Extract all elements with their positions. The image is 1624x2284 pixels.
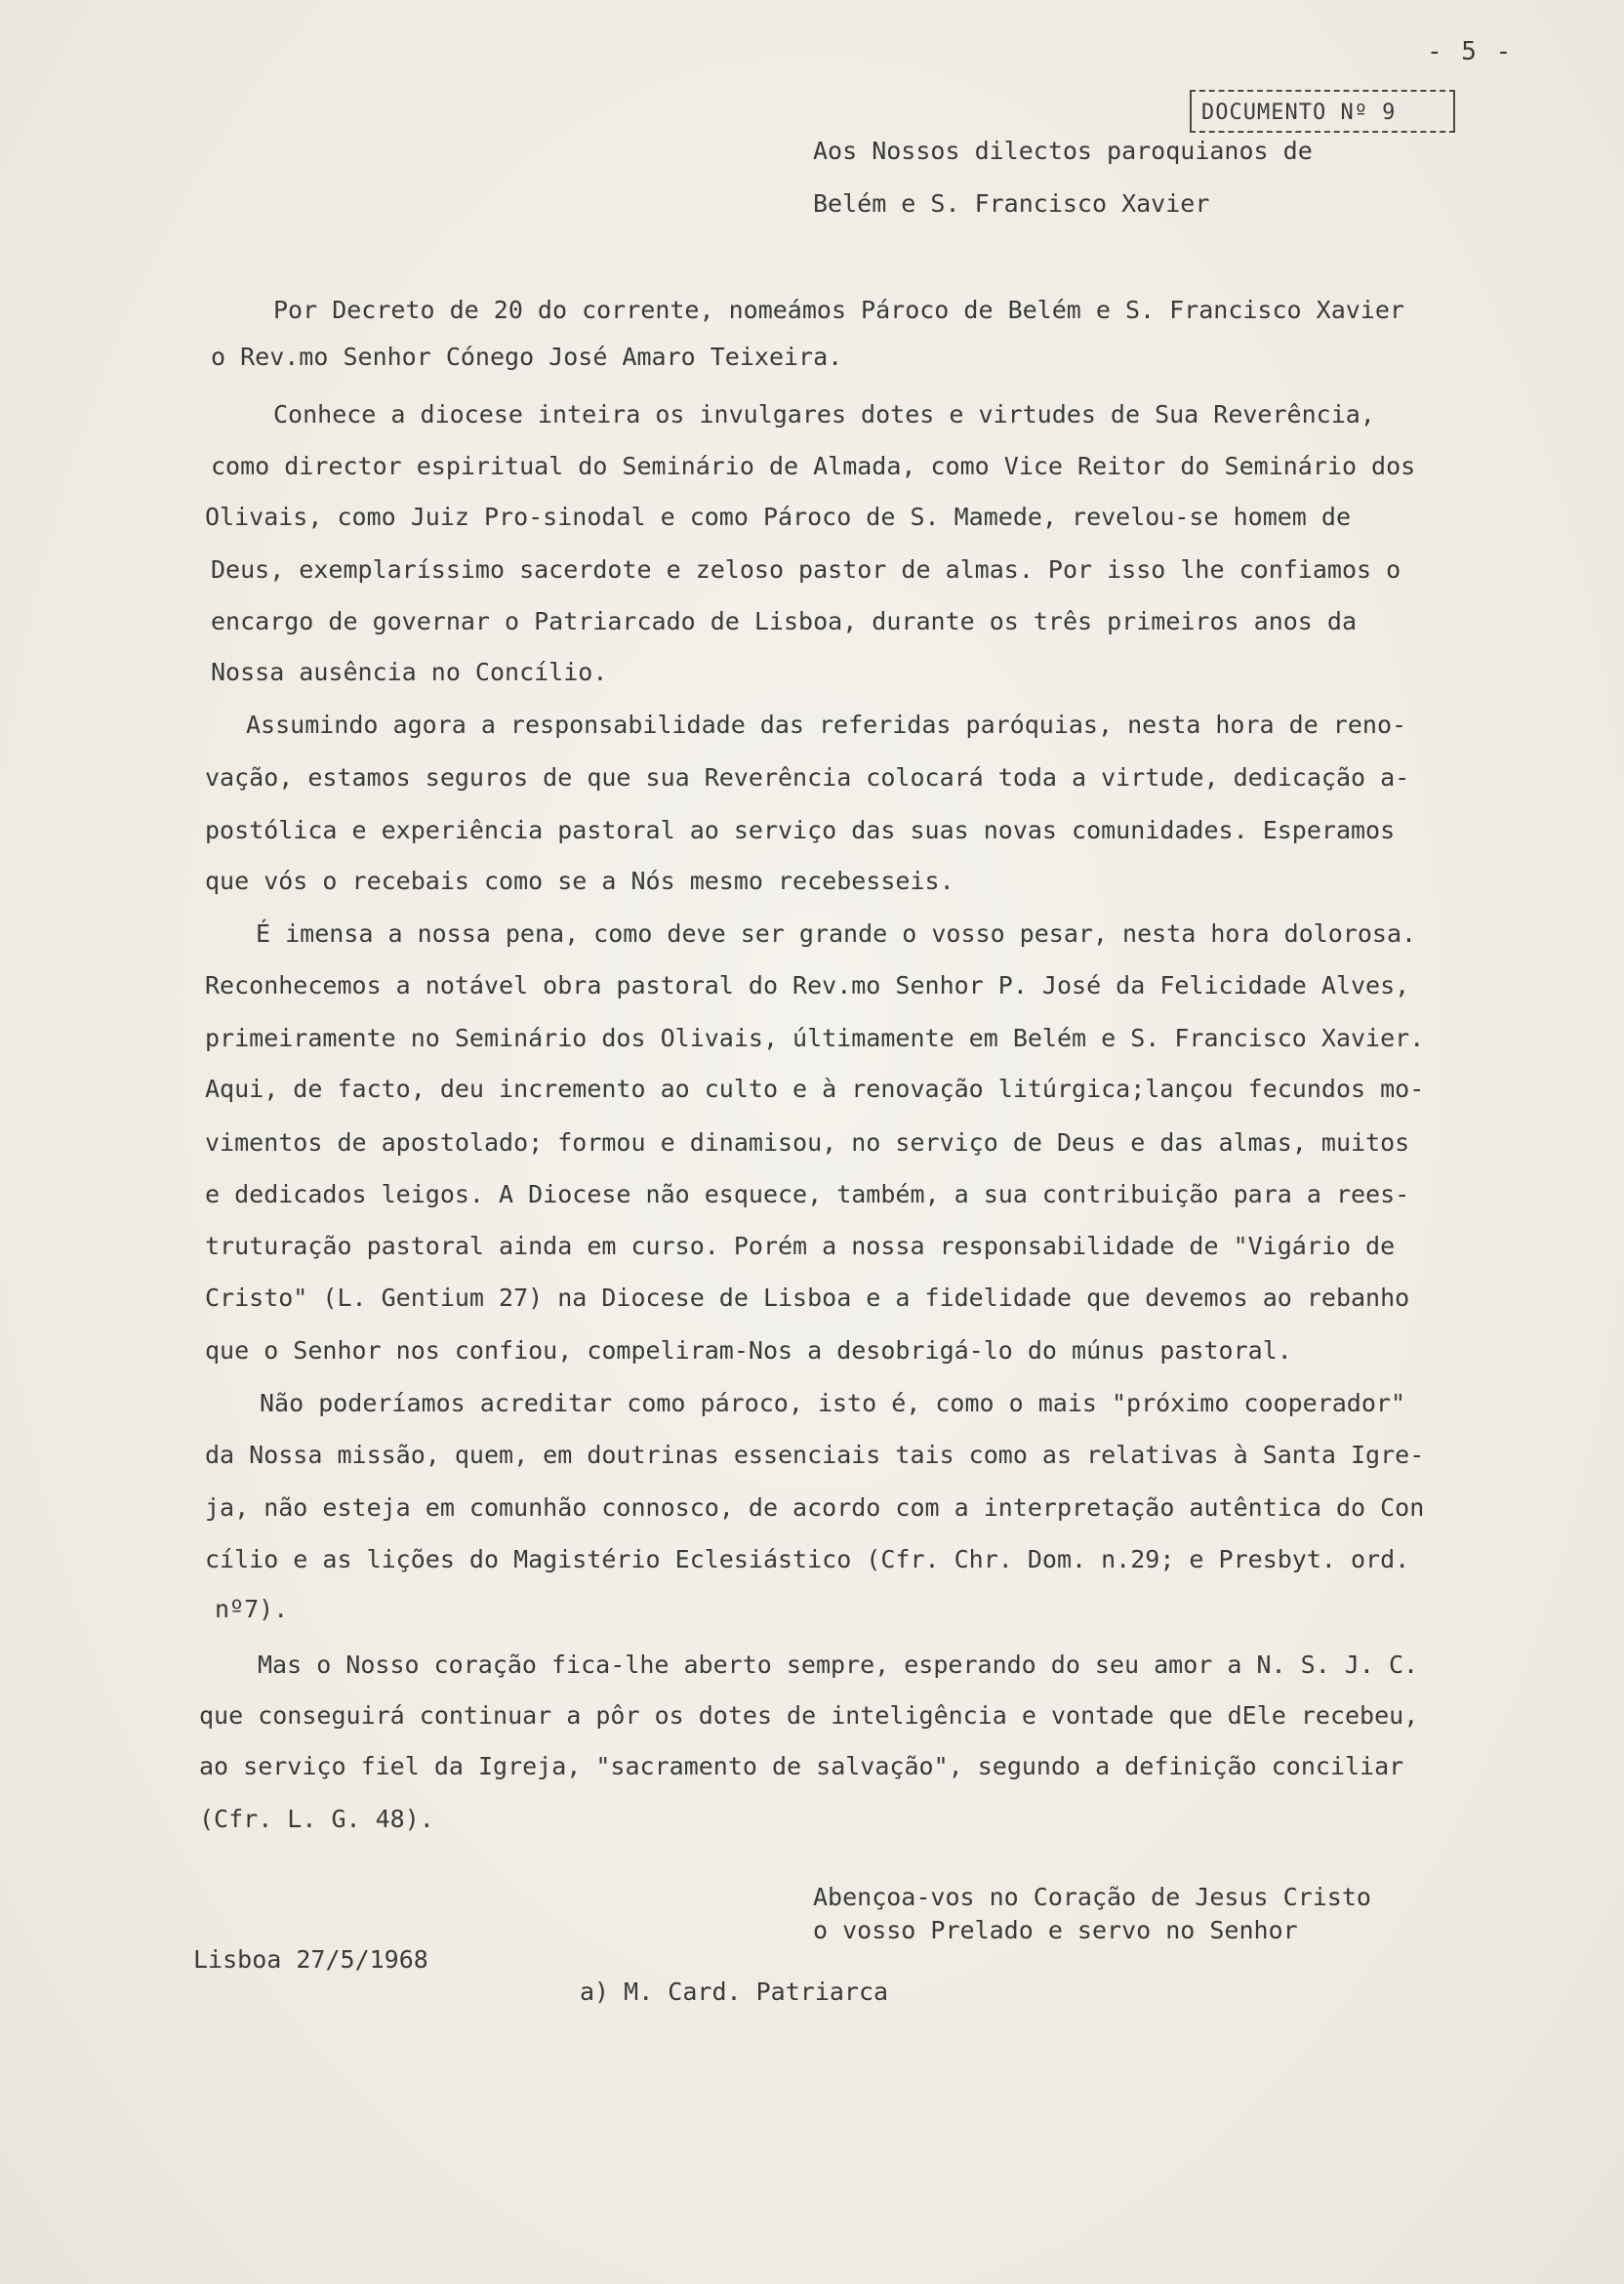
body-line: Aqui, de facto, deu incremento ao culto e à renovação litúrgica;lançou fecundos mo-	[205, 1075, 1425, 1103]
body-line: postólica e experiência pastoral ao serviço das suas novas comunidades. Esperamos	[205, 816, 1396, 844]
body-line: Cristo" (L. Gentium 27) na Diocese de Lisboa e a fidelidade que devemos ao rebanho	[205, 1284, 1410, 1312]
body-line: Nossa ausência no Concílio.	[211, 658, 608, 686]
body-line: Assumindo agora a responsabilidade das referidas paróquias, nesta hora de reno-	[246, 711, 1407, 739]
body-line: truturação pastoral ainda em curso. Porém a nossa responsabilidade de "Vigário de	[205, 1232, 1396, 1260]
body-line: como director espiritual do Seminário de Almada, como Vice Reitor do Seminário dos	[211, 452, 1416, 480]
body-line: Não poderíamos acreditar como pároco, isto é, como o mais "próximo cooperador"	[260, 1389, 1405, 1417]
body-line: encargo de governar o Patriarcado de Lisboa, durante os três primeiros anos da	[211, 607, 1357, 635]
body-line: da Nossa missão, quem, em doutrinas essenciais tais como as relativas à Santa Igre-	[205, 1441, 1425, 1469]
place-date: Lisboa 27/5/1968	[193, 1945, 428, 1974]
signature: a) M. Card. Patriarca	[580, 1978, 889, 2006]
body-line: ao serviço fiel da Igreja, "sacramento de salvação", segundo a definição conciliar	[199, 1752, 1404, 1780]
closing-line-2: o vosso Prelado e servo no Senhor	[813, 1916, 1298, 1944]
closing-line-1: Abençoa-vos no Coração de Jesus Cristo	[813, 1883, 1371, 1911]
body-line: Por Decreto de 20 do corrente, nomeámos Pároco de Belém e S. Francisco Xavier	[273, 296, 1404, 324]
body-line: vimentos de apostolado; formou e dinamisou, no serviço de Deus e das almas, muitos	[205, 1128, 1410, 1157]
body-line: Olivais, como Juiz Pro-sinodal e como Pároco de S. Mamede, revelou-se homem de	[205, 503, 1351, 531]
body-line: que o Senhor nos confiou, compeliram-Nos a desobrigá-lo do múnus pastoral.	[205, 1336, 1292, 1365]
body-line: nº7).	[215, 1595, 289, 1623]
body-line: Reconhecemos a notável obra pastoral do Rev.mo Senhor P. José da Felicidade Alves,	[205, 971, 1410, 999]
body-line: que conseguirá continuar a pôr os dotes de inteligência e vontade que dEle recebeu,	[199, 1701, 1419, 1730]
body-line: Deus, exemplaríssimo sacerdote e zeloso pastor de almas. Por isso lhe confiamos o	[211, 555, 1401, 584]
address-line-1: Aos Nossos dilectos paroquianos de	[813, 137, 1313, 165]
body-line: o Rev.mo Senhor Cónego José Amaro Teixeira.	[211, 343, 843, 371]
body-line: (Cfr. L. G. 48).	[199, 1805, 434, 1833]
body-line: vação, estamos seguros de que sua Reverência colocará toda a virtude, dedicação a-	[205, 763, 1410, 792]
body-line: primeiramente no Seminário dos Olivais, últimamente em Belém e S. Francisco Xavier.	[205, 1024, 1425, 1052]
body-line: ja, não esteja em comunhão connosco, de acordo com a interpretação autêntica do Con	[205, 1493, 1425, 1522]
address-line-2: Belém e S. Francisco Xavier	[813, 189, 1210, 218]
body-line: Conhece a diocese inteira os invulgares dotes e virtudes de Sua Reverência,	[273, 400, 1375, 428]
body-line: e dedicados leigos. A Diocese não esquece, também, a sua contribuição para a rees-	[205, 1180, 1410, 1208]
page-number: - 5 -	[1427, 37, 1514, 66]
document-label: DOCUMENTO Nº 9	[1190, 90, 1455, 133]
body-line: que vós o recebais como se a Nós mesmo recebesseis.	[205, 867, 954, 895]
body-line: É imensa a nossa pena, como deve ser grande o vosso pesar, nesta hora dolorosa.	[256, 919, 1417, 948]
body-line: Mas o Nosso coração fica-lhe aberto sempre, esperando do seu amor a N. S. J. C.	[258, 1651, 1419, 1679]
body-line: cílio e as lições do Magistério Eclesiástico (Cfr. Chr. Dom. n.29; e Presbyt. ord.	[205, 1545, 1410, 1573]
